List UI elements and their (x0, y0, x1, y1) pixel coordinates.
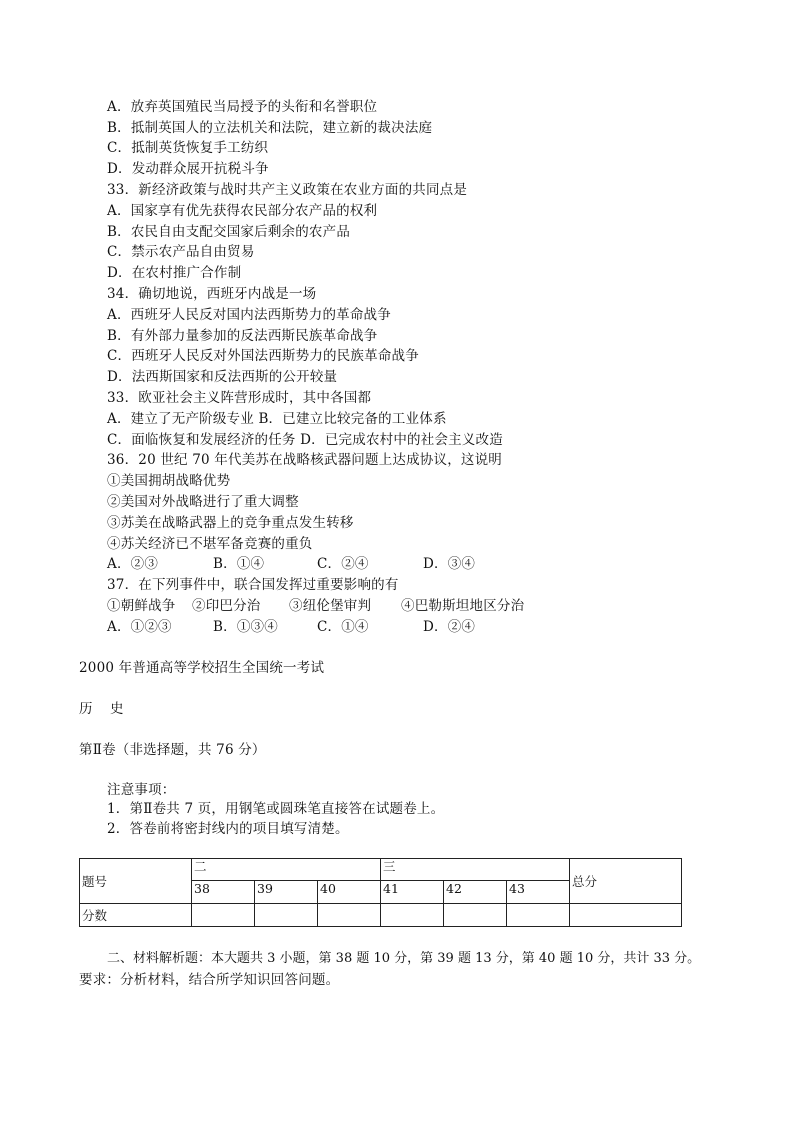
q37-item-3: ③纽伦堡审判 (289, 598, 372, 614)
q36-choice-d: D．③④ (423, 556, 476, 572)
q33-stem: 33．新经济政策与战时共产主义政策在农业方面的共同点是 (107, 182, 468, 198)
exam-title: 2000 年普通高等学校招生全国统一考试 (79, 660, 325, 676)
q36-item-1: ①美国拥胡战略优势 (107, 473, 231, 489)
question-number-cell: 40 (318, 881, 381, 904)
q33-option-d: D．在农村推广合作制 (107, 265, 242, 281)
volume-title: 第Ⅱ卷（非选择题，共 76 分） (79, 742, 266, 758)
q37-choice-c: C．①④ (317, 619, 369, 635)
section-two-requirement: 要求：分析材料，结合所学知识回答问题。 (79, 972, 340, 988)
q36-item-4: ④苏关经济已不堪军备竞赛的重负 (107, 536, 313, 552)
notice-item-1: 1．第Ⅱ卷共 7 页，用钢笔或圆珠笔直接答在试题卷上。 (107, 801, 445, 817)
q35-options-cd: C．面临恢复和发展经济的任务 D．已完成农村中的社会主义改造 (107, 432, 503, 448)
q37-choice-b: B．①③④ (213, 619, 278, 635)
q37-item-1: ①朝鲜战争 (107, 598, 176, 614)
q32-option-d: D．发动群众展开抗税斗争 (107, 161, 269, 177)
q32-option-a: A．放弃英国殖民当局授予的头衔和名誉职位 (107, 99, 378, 115)
notice-item-2: 2．答卷前将密封线内的项目填写清楚。 (107, 821, 349, 837)
q37-stem: 37．在下列事件中，联合国发挥过重要影响的有 (107, 577, 399, 593)
question-number-label: 题号 (80, 859, 192, 904)
q32-option-c: C．抵制英货恢复手工纺织 (107, 140, 269, 156)
q33-option-b: B．农民自由支配交国家后剩余的农产品 (107, 224, 351, 240)
q37-choice-a: A．①②③ (107, 619, 172, 635)
q37-item-4: ④巴勒斯坦地区分治 (401, 598, 525, 614)
total-score-label: 总分 (570, 859, 682, 904)
q33-option-a: A．国家享有优先获得农民部分农产品的权利 (107, 203, 378, 219)
q34-option-c: C．西班牙人民反对外国法西斯势力的民族革命战争 (107, 348, 419, 364)
section-two-intro: 二、材料解析题：本大题共 3 小题，第 38 题 10 分，第 39 题 13 分，第 40 题 10 分，共计 33 分。 (107, 951, 701, 966)
q37-choice-d: D．②④ (423, 619, 476, 635)
question-number-cell: 41 (381, 881, 444, 904)
q34-option-a: A．西班牙人民反对国内法西斯势力的革命战争 (107, 307, 391, 323)
q36-choice-a: A．②③ (107, 556, 159, 572)
q34-stem: 34．确切地说，西班牙内战是一场 (107, 286, 317, 302)
score-cell[interactable] (381, 904, 444, 927)
question-number-cell: 39 (255, 881, 318, 904)
q35-options-ab: A．建立了无产阶级专业 B．已建立比较完备的工业体系 (107, 411, 447, 427)
subject-title: 历 史 (79, 701, 126, 717)
q34-option-d: D．法西斯国家和反法西斯的公开较量 (107, 369, 338, 385)
score-cell[interactable] (318, 904, 381, 927)
question-number-cell: 42 (444, 881, 507, 904)
q33-option-c: C．禁示农产品自由贸易 (107, 244, 255, 260)
question-number-cell: 43 (507, 881, 570, 904)
q37-item-2: ②印巴分治 (192, 598, 261, 614)
score-cell[interactable] (255, 904, 318, 927)
score-table (79, 858, 682, 927)
q36-item-2: ②美国对外战略进行了重大调整 (107, 494, 299, 510)
q34-option-b: B．有外部力量参加的反法西斯民族革命战争 (107, 328, 378, 344)
group-two-header: 二 (192, 859, 381, 881)
question-number-cell: 38 (192, 881, 255, 904)
q35-stem: 33．欧亚社会主义阵营形成时，其中各国都 (107, 390, 372, 406)
q36-item-3: ③苏美在战略武器上的竞争重点发生转移 (107, 515, 354, 531)
group-three-header: 三 (381, 859, 570, 881)
q32-option-b: B．抵制英国人的立法机关和法院，建立新的裁决法庭 (107, 120, 433, 136)
total-score-cell[interactable] (570, 904, 682, 927)
notice-heading: 注意事项： (107, 782, 176, 798)
score-cell[interactable] (444, 904, 507, 927)
q36-choice-c: C．②④ (317, 556, 369, 572)
score-cell[interactable] (507, 904, 570, 927)
score-cell[interactable] (192, 904, 255, 927)
score-row-label: 分数 (80, 904, 192, 927)
q36-stem: 36．20 世纪 70 年代美苏在战略核武器问题上达成协议，这说明 (107, 452, 503, 468)
q36-choice-b: B．①④ (213, 556, 265, 572)
